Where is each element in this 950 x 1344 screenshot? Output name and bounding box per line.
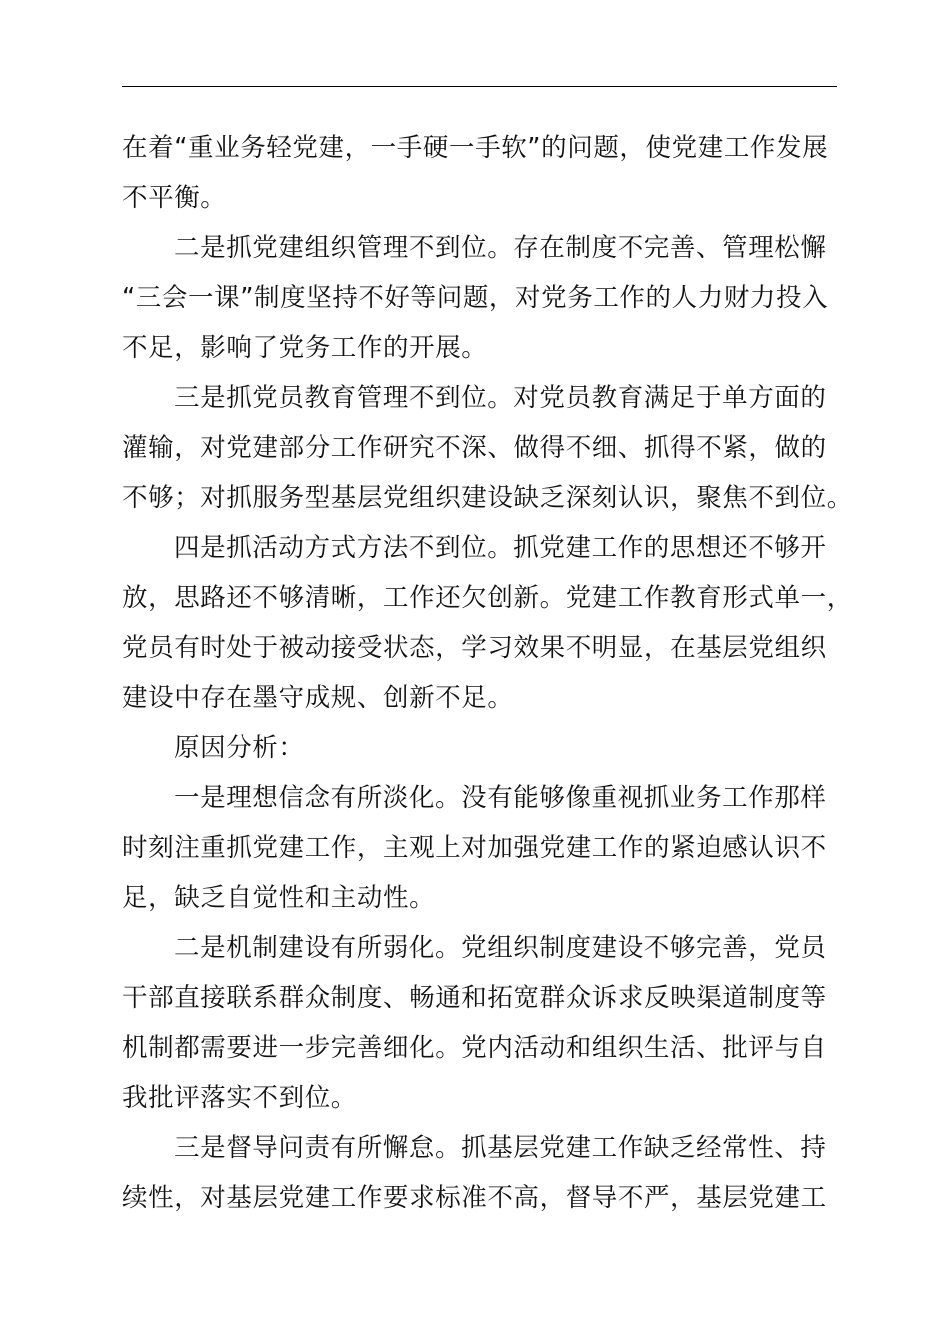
paragraph-first-line: 一是理想信念有所淡化。没有能够像重视抓业务工作那样 <box>174 783 827 813</box>
text-line: 灌输，对党建部分工作研究不深、做得不细、抓得不紧，做的 <box>122 433 827 463</box>
text-line: “三会一课”制度坚持不好等问题，对党务工作的人力财力投入 <box>122 283 829 313</box>
text-line: 党员有时处于被动接受状态，学习效果不明显，在基层党组织 <box>122 633 827 663</box>
text-line: 建设中存在墨守成规、创新不足。 <box>122 683 514 713</box>
text-line: 我批评落实不到位。 <box>122 1083 357 1113</box>
document-body <box>122 123 862 1223</box>
paragraph-first-line: 三是督导问责有所懈怠。抓基层党建工作缺乏经常性、持 <box>174 1133 827 1163</box>
paragraph-first-line: 二是抓党建组织管理不到位。存在制度不完善、管理松懈 <box>174 233 827 263</box>
paragraph-first-line: 四是抓活动方式方法不到位。抓党建工作的思想还不够开 <box>174 533 827 563</box>
text-line: 续性，对基层党建工作要求标准不高，督导不严，基层党建工 <box>122 1183 827 1213</box>
text-line: 足，缺乏自觉性和主动性。 <box>122 883 436 913</box>
text-line: 在着“重业务轻党建，一手硬一手软”的问题，使党建工作发展 <box>122 133 829 163</box>
text-line: 放，思路还不够清晰，工作还欠创新。党建工作教育形式单一， <box>122 583 853 613</box>
text-line: 机制都需要进一步完善细化。党内活动和组织生活、批评与自 <box>122 1033 827 1063</box>
section-heading: 原因分析： <box>174 733 305 763</box>
text-line: 时刻注重抓党建工作，主观上对加强党建工作的紧迫感认识不 <box>122 833 827 863</box>
text-line: 不足，影响了党务工作的开展。 <box>122 333 488 363</box>
paragraph-first-line: 二是机制建设有所弱化。党组织制度建设不够完善，党员 <box>174 933 827 963</box>
text-line: 不平衡。 <box>122 183 227 213</box>
text-line: 干部直接联系群众制度、畅通和拓宽群众诉求反映渠道制度等 <box>122 983 827 1013</box>
text-line: 不够；对抓服务型基层党组织建设缺乏深刻认识，聚焦不到位。 <box>122 483 853 513</box>
header-rule <box>122 86 837 87</box>
paragraph-first-line: 三是抓党员教育管理不到位。对党员教育满足于单方面的 <box>174 383 827 413</box>
